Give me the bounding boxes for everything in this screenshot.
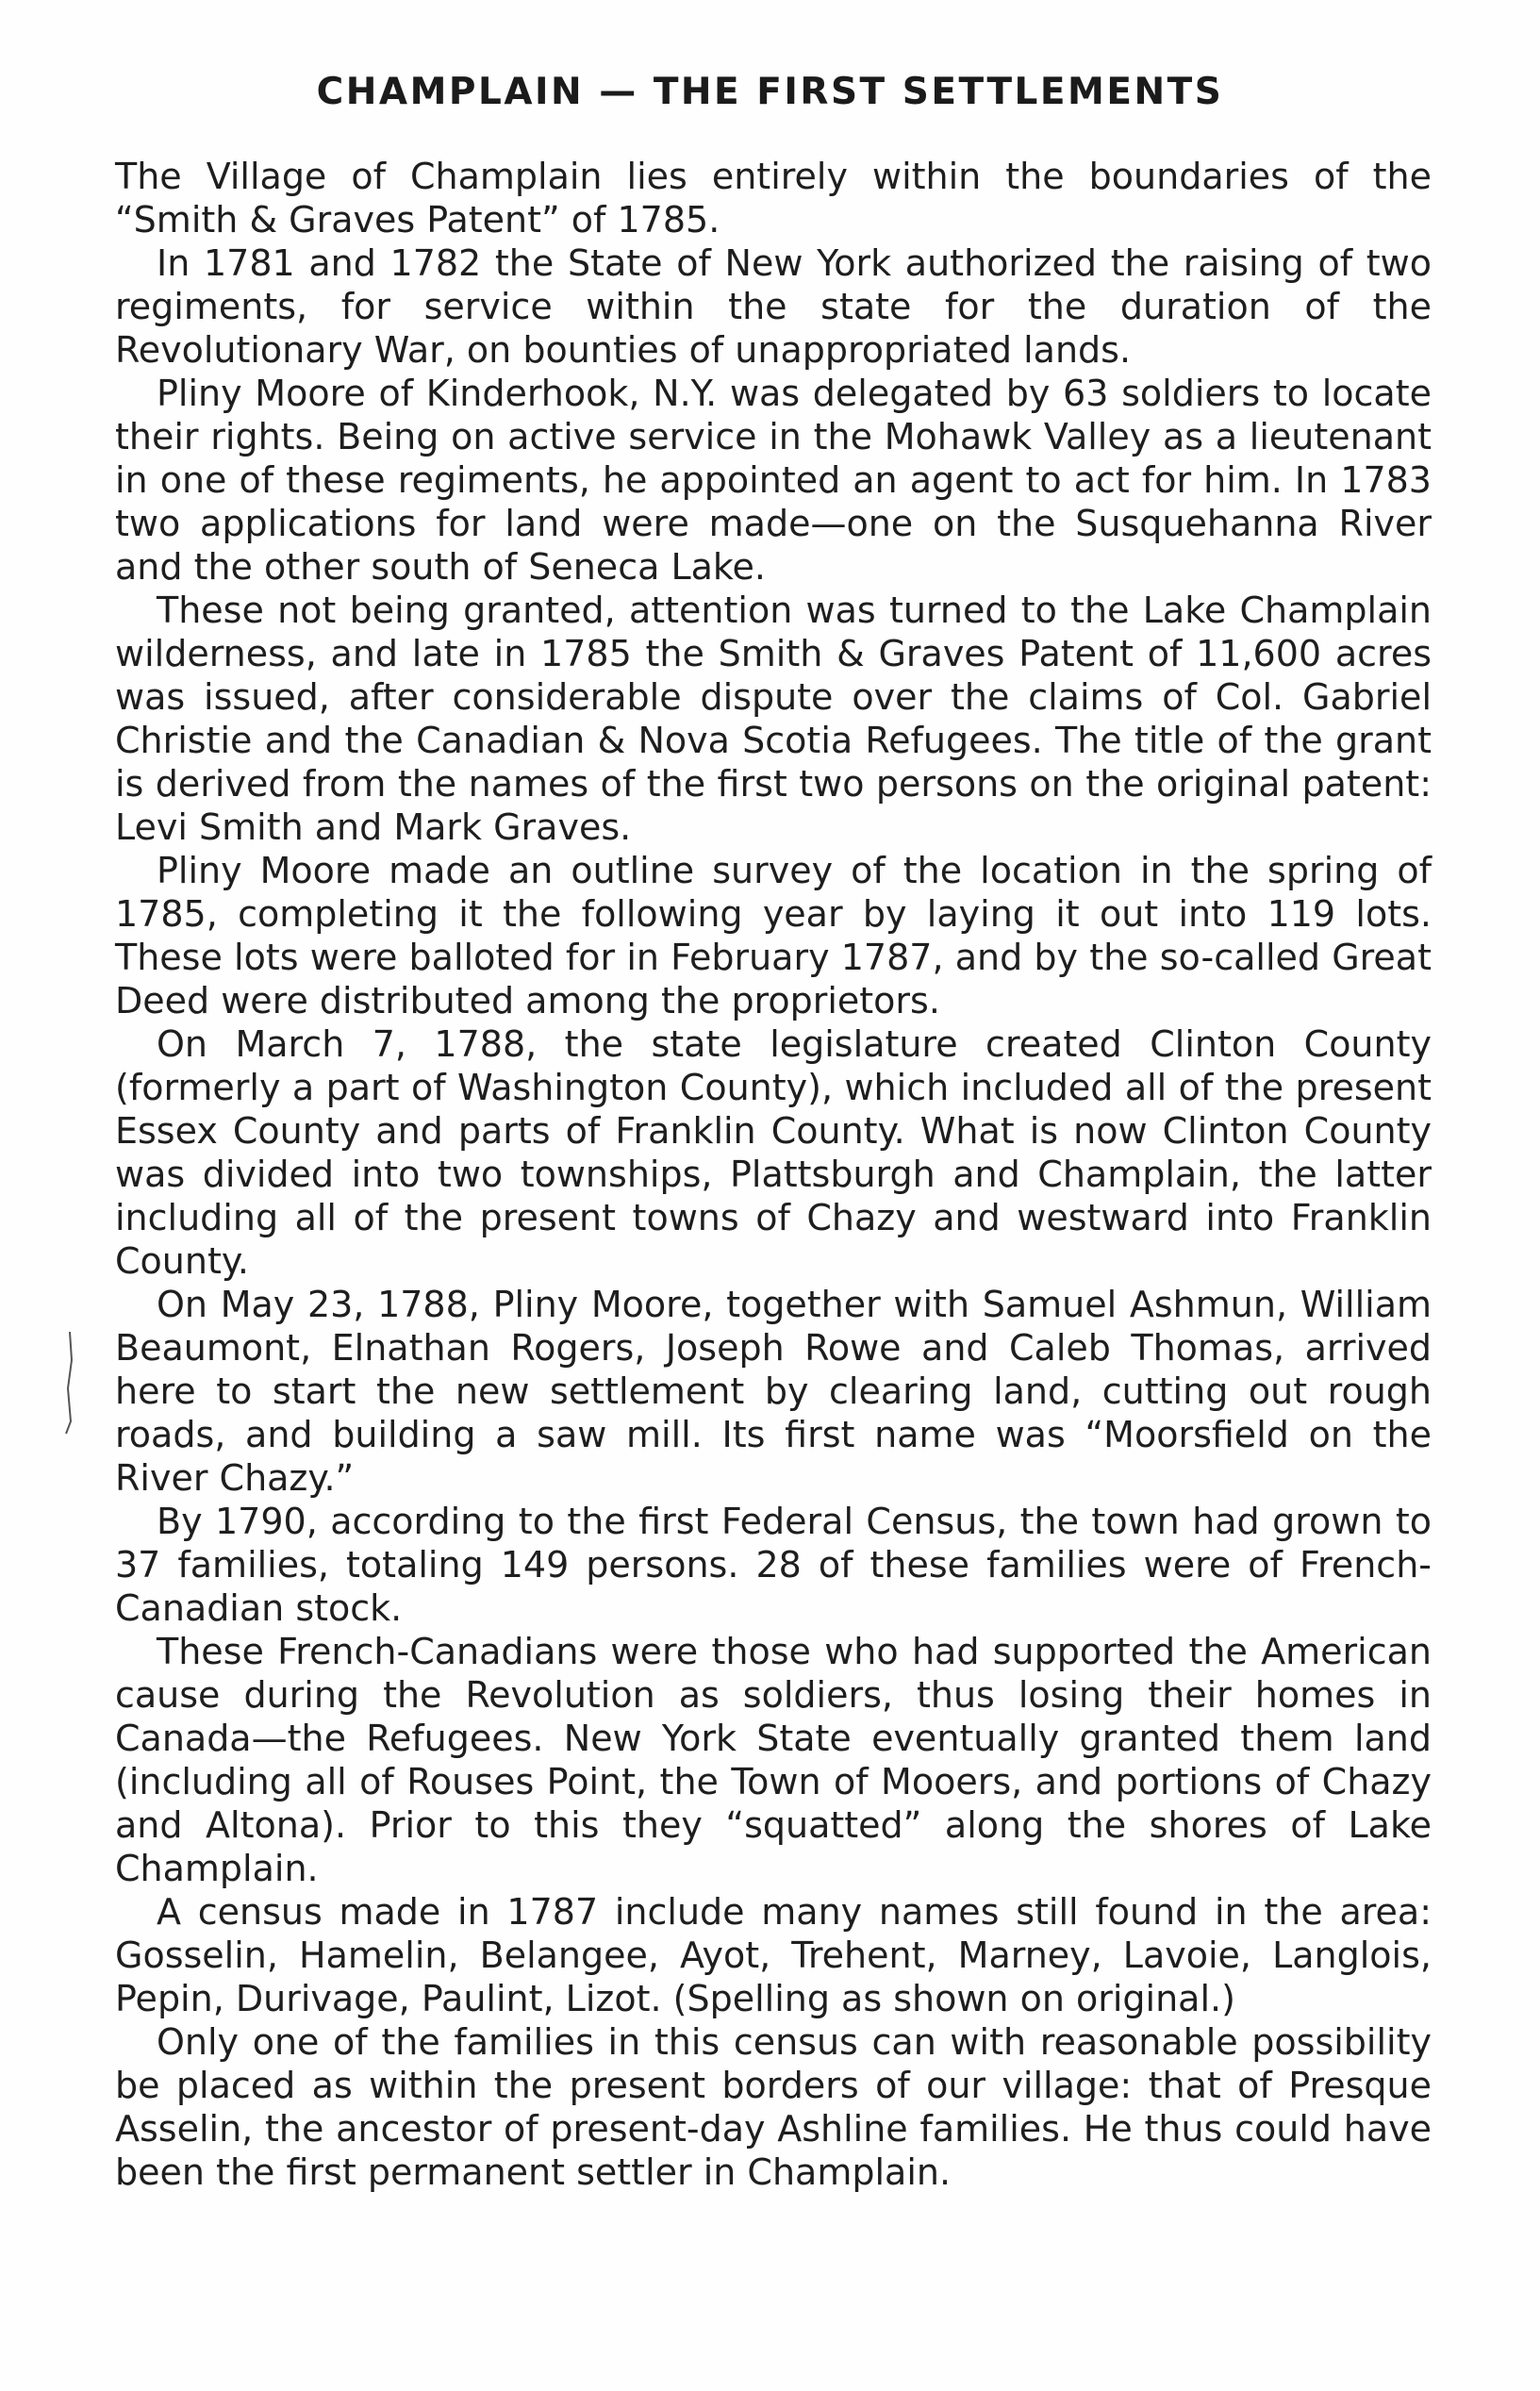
paragraph-10: A census made in 1787 include many names still found in the area: Gosselin, Hamelin, Belangee, Ayot, Trehent, Marney, Lavoie, Langlois, Pepin, Durivage, Paulint, Lizot. (Spelling as shown on original.) bbox=[115, 1891, 1432, 2019]
body-text bbox=[115, 155, 1432, 2194]
paragraph-9: These French-Canadians were those who had supported the American cause during the Revolution as soldiers, thus losing their homes in Canada—the Refugees. New York State eventually granted them land (including all of Rouses Point, the Town of Mooers, and portions of Chazy and Altona). Prior to this they “squatted” along the shores of Lake Champlain. bbox=[115, 1631, 1432, 1889]
paragraph-2: In 1781 and 1782 the State of New York authorized the raising of two regiments, for service within the state for the duration of the Revolutionary War, on bounties of unappropriated lands. bbox=[115, 242, 1432, 371]
paragraph-7: On May 23, 1788, Pliny Moore, together with Samuel Ashmun, William Beaumont, Elnathan Rogers, Joseph Rowe and Caleb Thomas, arrived here to start the new settlement by clearing land, cutting out rough roads, and building a saw mill. Its first name was “Moorsfield on the River Chazy.” bbox=[115, 1284, 1432, 1499]
margin-pencil-mark bbox=[60, 1332, 79, 1436]
paragraph-6: On March 7, 1788, the state legislature created Clinton County (formerly a part of Washington County), which included all of the present Essex County and parts of Franklin County. What is now Clinton County was divided into two townships, Plattsburgh and Champlain, the latter including all of the present towns of Chazy and westward into Franklin County. bbox=[115, 1023, 1432, 1282]
paragraph-3: Pliny Moore of Kinderhook, N.Y. was delegated by 63 soldiers to locate their rights. Being on active service in the Mohawk Valley as a lieutenant in one of these regiments, he appointed an agent to act for him. In 1783 two applications for land were made—one on the Susquehanna River and the other south of Seneca Lake. bbox=[115, 373, 1432, 588]
paragraph-8: By 1790, according to the first Federal Census, the town had grown to 37 families, totaling 149 persons. 28 of these families were of French-Canadian stock. bbox=[115, 1501, 1432, 1629]
paragraph-4: These not being granted, attention was turned to the Lake Champlain wilderness, and late in 1785 the Smith & Graves Patent of 11,600 acres was issued, after considerable dispute over the claims of Col. Gabriel Christie and the Canadian & Nova Scotia Refugees. The title of the grant is derived from the names of the first two persons on the original patent: Levi Smith and Mark Graves. bbox=[115, 589, 1432, 848]
paragraph-5: Pliny Moore made an outline survey of the location in the spring of 1785, completing it the following year by laying it out into 119 lots. These lots were balloted for in February 1787, and by the so-called Great Deed were distributed among the proprietors. bbox=[115, 850, 1432, 1021]
paragraph-1: The Village of Champlain lies entirely within the boundaries of the “Smith & Graves Patent” of 1785. bbox=[115, 156, 1432, 241]
paragraph-11: Only one of the families in this census can with reasonable possibility be placed as within the present borders of our village: that of Presque Asselin, the ancestor of present-day Ashline families. He thus could have been the first permanent settler in Champlain. bbox=[115, 2021, 1432, 2193]
page-title: CHAMPLAIN — THE FIRST SETTLEMENTS bbox=[316, 71, 1224, 113]
